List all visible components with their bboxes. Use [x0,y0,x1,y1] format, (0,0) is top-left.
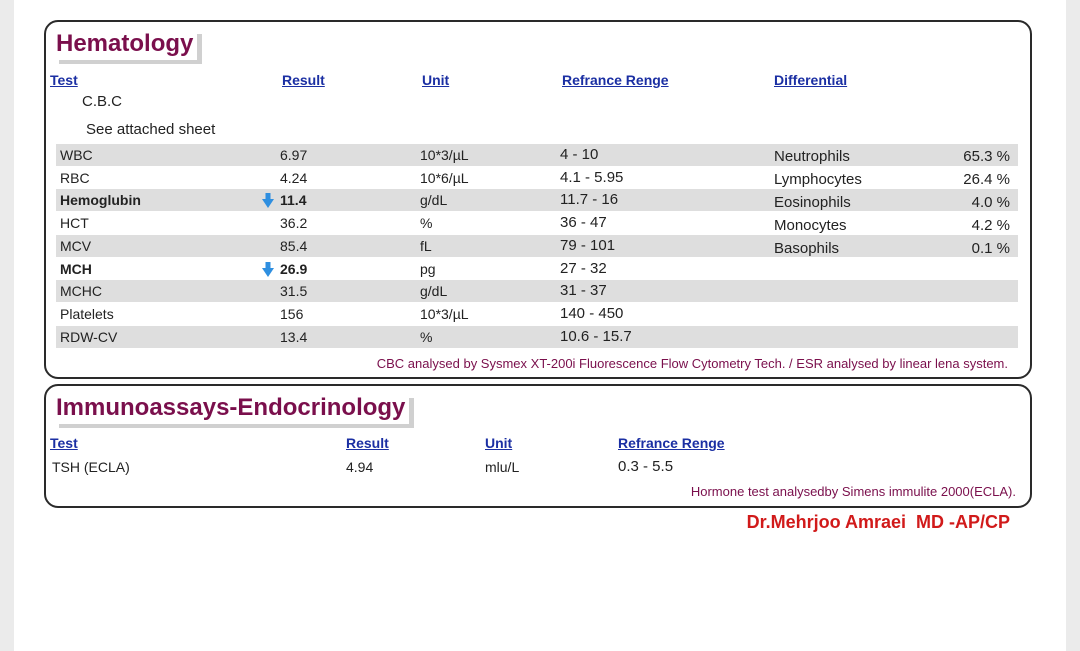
diff-name: Monocytes [774,217,847,234]
immuno-header-result: Result [346,435,389,451]
test-name: Hemoglubin [60,192,141,209]
immuno-title: Immunoassays-Endocrinology [54,394,409,424]
immuno-header-unit: Unit [485,435,513,451]
test-unit: 10*3/µL [420,147,469,163]
test-unit: 10*6/µL [420,169,469,186]
table-row [56,303,1018,325]
table-row [56,189,1018,211]
immuno-header-ref-range: Refrance Renge [618,435,725,451]
doctor-signature: Dr.Mehrjoo Amraei MD -AP/CP [746,512,1010,532]
immuno-result: 4.94 [346,459,374,475]
test-name: WBC [60,147,93,163]
diff-value: 4.0 % [971,194,1010,211]
header-test: Test [50,72,78,88]
hematology-section [44,20,1032,379]
test-name: MCV [60,237,92,254]
test-unit: g/dL [420,283,448,300]
diff-value: 26.4 % [963,171,1010,188]
test-name: HCT [60,215,89,232]
low-arrow-icon [262,262,274,277]
test-ref-range: 36 - 47 [560,214,607,232]
diff-value: 0.1 % [971,240,1010,257]
report-page [14,0,1066,651]
test-result: 26.9 [280,260,308,277]
immuno-test: TSH (ECLA) [52,459,130,475]
test-ref-range: 10.6 - 15.7 [560,327,632,345]
table-row [56,144,1018,166]
test-name: RBC [60,169,90,186]
test-ref-range: 27 - 32 [560,259,607,277]
test-result: 36.2 [280,215,308,232]
test-name: RDW-CV [60,328,118,345]
test-name: MCH [60,260,92,277]
diff-name: Basophils [774,240,840,257]
table-row [56,212,1018,234]
test-result: 4.24 [280,169,308,186]
test-ref-range: 31 - 37 [560,282,607,300]
immuno-unit: mlu/L [485,459,520,475]
table-row [56,326,1018,348]
test-unit: % [420,328,433,345]
test-result: 85.4 [280,237,308,254]
table-row [56,235,1018,257]
see-attached-note: See attached sheet [86,121,216,138]
test-unit: fL [420,237,432,254]
hematology-title: Hematology [54,30,197,60]
panel-name: C.B.C [82,93,123,110]
test-name: Platelets [60,305,114,322]
diff-name: Lymphocytes [774,171,862,188]
table-row [56,258,1018,280]
cbc-method-note: CBC analysed by Sysmex XT-200i Fluorescence Flow Cytometry Tech. / ESR analysed by linear lena system. [376,356,1008,371]
test-ref-range: 79 - 101 [560,236,616,254]
diff-value: 65.3 % [963,148,1010,165]
test-unit: % [420,215,433,232]
low-arrow-icon [262,193,274,208]
header-differential: Differential [774,72,848,88]
test-result: 6.97 [280,147,308,163]
test-ref-range: 4.1 - 5.95 [560,168,624,186]
immuno-ref-range: 0.3 - 5.5 [618,458,674,475]
test-unit: g/dL [420,192,448,209]
header-unit: Unit [422,72,450,88]
immuno-header-test: Test [50,435,78,451]
test-result: 31.5 [280,283,308,300]
test-result: 156 [280,305,304,322]
header-ref-range: Refrance Renge [562,72,669,88]
test-ref-range: 11.7 - 16 [560,191,619,209]
header-result: Result [282,72,325,88]
test-ref-range: 4 - 10 [560,146,599,163]
diff-value: 4.2 % [971,217,1010,234]
immunoassays-section [44,384,1032,508]
test-ref-range: 140 - 450 [560,304,624,322]
hormone-method-note: Hormone test analysedby Simens immulite 2000(ECLA). [690,484,1016,499]
test-unit: 10*3/µL [420,305,469,322]
test-result: 11.4 [280,192,307,209]
table-row [56,167,1018,189]
test-name: MCHC [60,283,102,300]
test-unit: pg [420,260,436,277]
diff-name: Eosinophils [774,194,851,211]
test-result: 13.4 [280,328,308,345]
table-row [56,280,1018,302]
diff-name: Neutrophils [774,148,850,165]
